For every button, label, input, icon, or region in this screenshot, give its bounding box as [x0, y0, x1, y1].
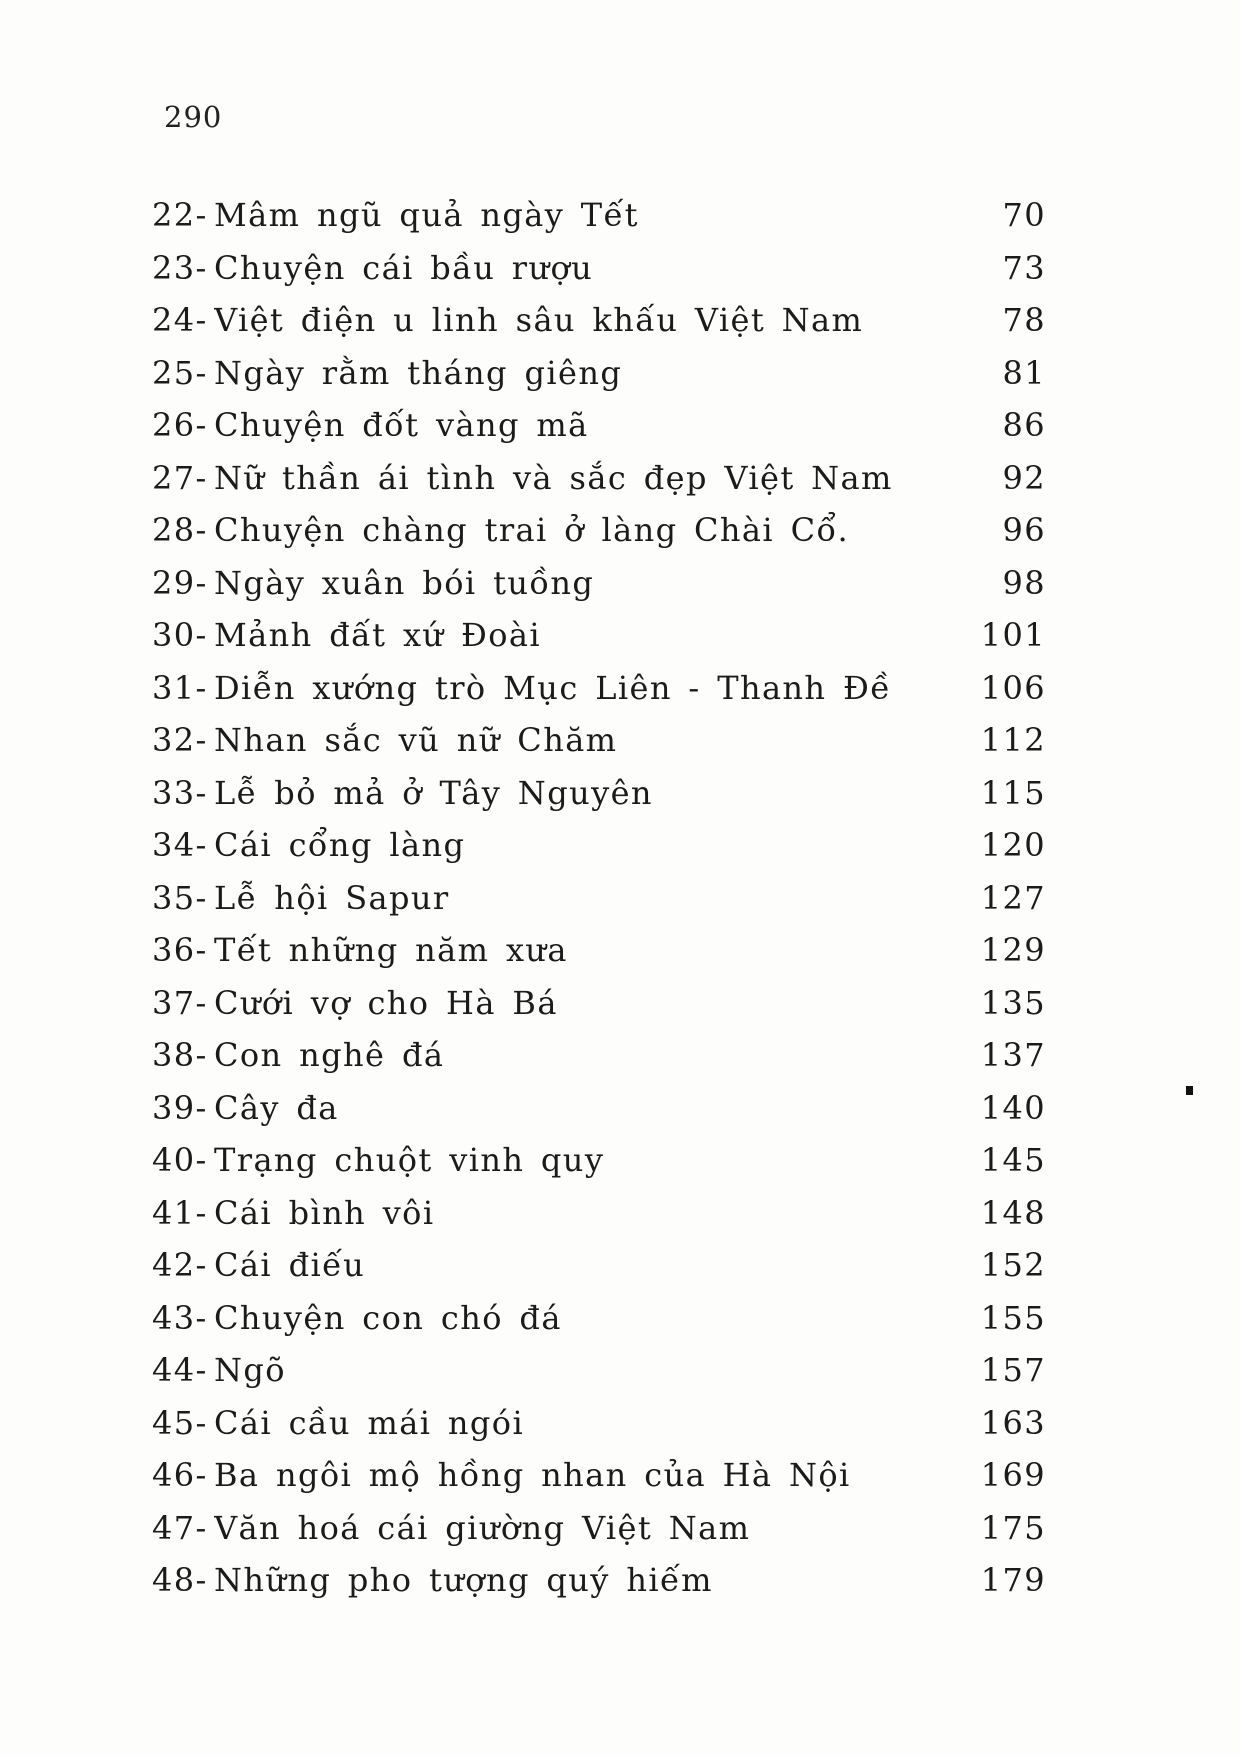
toc-entry-page: 169	[980, 1456, 1046, 1494]
toc-entry	[152, 1299, 1052, 1352]
toc-entry-title: Cái điếu	[214, 1246, 366, 1284]
toc-entry-title: Diễn xướng trò Mục Liên - Thanh Đề	[214, 668, 892, 707]
toc-entry	[152, 721, 1052, 774]
toc-entry-page: 175	[980, 1508, 1046, 1547]
toc-entry	[152, 354, 1052, 407]
toc-entry	[152, 301, 1052, 354]
toc-entry-number: 35-	[152, 878, 208, 917]
toc-entry	[152, 1141, 1052, 1194]
toc-entry-number: 31-	[152, 668, 208, 707]
toc-entry-title: Cưới vợ cho Hà Bá	[214, 983, 558, 1022]
toc-entry	[152, 1404, 1052, 1457]
toc-entry	[152, 1246, 1052, 1299]
toc-entry-number: 41-	[152, 1193, 208, 1232]
toc-entry-page: 73	[1002, 248, 1046, 287]
toc-entry	[152, 1561, 1052, 1614]
toc-entry-title: Ngày xuân bói tuồng	[214, 563, 595, 602]
toc-entry-title: Ngõ	[214, 1351, 286, 1389]
toc-entry	[152, 459, 1052, 512]
toc-entry-page: 120	[980, 826, 1046, 864]
toc-entry-title: Trạng chuột vinh quy	[214, 1141, 605, 1179]
toc-entry-number: 29-	[152, 563, 208, 602]
toc-entry-page: 101	[980, 616, 1046, 654]
toc-entry-title: Mảnh đất xứ Đoài	[214, 616, 541, 654]
toc-entry-title: Cái cầu mái ngói	[214, 1403, 525, 1442]
toc-entry	[152, 564, 1052, 617]
page-number: 290	[164, 100, 223, 134]
toc-entry-page: 135	[980, 983, 1046, 1022]
toc-entry-page: 152	[980, 1246, 1046, 1284]
toc-entry	[152, 774, 1052, 827]
toc-entry-number: 34-	[152, 826, 208, 864]
toc-entry-number: 39-	[152, 1088, 208, 1127]
toc-entry-number: 38-	[152, 1036, 208, 1074]
toc-entry-page: 106	[980, 668, 1046, 707]
toc-entry-page: 92	[1002, 458, 1046, 497]
toc-entry-number: 24-	[152, 301, 208, 339]
toc-entry	[152, 826, 1052, 879]
toc-entry-page: 148	[980, 1193, 1046, 1232]
toc-entry-page: 140	[980, 1088, 1046, 1127]
toc-entry	[152, 616, 1052, 669]
toc-entry-page: 157	[980, 1351, 1046, 1389]
toc-entry	[152, 1036, 1052, 1089]
toc-entry	[152, 1351, 1052, 1404]
toc-entry-number: 45-	[152, 1403, 208, 1442]
toc-entry-number: 28-	[152, 511, 208, 549]
toc-entry-title: Mâm ngũ quả ngày Tết	[214, 196, 639, 234]
toc-entry-page: 137	[980, 1036, 1046, 1074]
toc-entry	[152, 511, 1052, 564]
toc-entry	[152, 1509, 1052, 1562]
toc-entry-title: Chuyện con chó đá	[214, 1298, 562, 1337]
toc-entry-page: 145	[980, 1141, 1046, 1179]
toc-entry-number: 47-	[152, 1508, 208, 1547]
toc-entry-page: 163	[980, 1403, 1046, 1442]
toc-entry-title: Việt điện u linh sâu khấu Việt Nam	[214, 301, 864, 339]
toc-entry-number: 48-	[152, 1561, 208, 1599]
toc-entry-title: Tết những năm xưa	[214, 931, 568, 969]
toc-entry	[152, 196, 1052, 249]
toc-entry-page: 81	[1002, 353, 1046, 392]
toc-entry-number: 46-	[152, 1456, 208, 1494]
toc-entry-title: Những pho tượng quý hiếm	[214, 1561, 713, 1599]
toc-entry-number: 40-	[152, 1141, 208, 1179]
toc-entry-title: Lễ bỏ mả ở Tây Nguyên	[214, 773, 653, 812]
toc-entry-page: 78	[1002, 301, 1046, 339]
toc-entry-number: 22-	[152, 196, 208, 234]
table-of-contents	[152, 196, 1052, 1614]
toc-entry	[152, 984, 1052, 1037]
toc-entry-title: Ba ngôi mộ hồng nhan của Hà Nội	[214, 1456, 851, 1494]
scan-speck	[1186, 1086, 1193, 1095]
toc-entry-title: Văn hoá cái giường Việt Nam	[214, 1508, 751, 1547]
toc-entry	[152, 406, 1052, 459]
toc-entry-title: Nữ thần ái tình và sắc đẹp Việt Nam	[214, 458, 893, 497]
toc-entry-number: 26-	[152, 406, 208, 444]
toc-entry-number: 27-	[152, 458, 208, 497]
toc-entry-title: Cái bình vôi	[214, 1193, 435, 1232]
toc-entry-page: 179	[980, 1561, 1046, 1599]
toc-entry-number: 32-	[152, 721, 208, 759]
toc-entry-page: 127	[980, 878, 1046, 917]
toc-entry-number: 23-	[152, 248, 208, 287]
toc-entry-number: 43-	[152, 1298, 208, 1337]
toc-entry-title: Nhan sắc vũ nữ Chăm	[214, 721, 618, 759]
toc-entry	[152, 669, 1052, 722]
toc-entry-title: Ngày rằm tháng giêng	[214, 353, 623, 392]
toc-entry-number: 37-	[152, 983, 208, 1022]
toc-entry-number: 44-	[152, 1351, 208, 1389]
toc-entry-title: Lễ hội Sapur	[214, 878, 450, 917]
toc-entry	[152, 1456, 1052, 1509]
toc-entry	[152, 879, 1052, 932]
toc-entry-page: 86	[1002, 406, 1046, 444]
toc-entry-page: 155	[980, 1298, 1046, 1337]
toc-entry	[152, 249, 1052, 302]
toc-entry-number: 25-	[152, 353, 208, 392]
toc-entry	[152, 1089, 1052, 1142]
toc-entry-title: Chuyện chàng trai ở làng Chài Cổ.	[214, 511, 850, 549]
toc-entry-number: 33-	[152, 773, 208, 812]
toc-entry-number: 30-	[152, 616, 208, 654]
toc-entry-page: 96	[1002, 511, 1046, 549]
toc-entry	[152, 1194, 1052, 1247]
toc-entry-page: 98	[1002, 563, 1046, 602]
toc-entry-page: 129	[980, 931, 1046, 969]
toc-entry-title: Cây đa	[214, 1088, 339, 1127]
toc-entry-page: 70	[1002, 196, 1046, 234]
toc-entry-page: 112	[980, 721, 1046, 759]
toc-entry-number: 36-	[152, 931, 208, 969]
toc-entry	[152, 931, 1052, 984]
toc-entry-title: Chuyện đốt vàng mã	[214, 406, 589, 444]
toc-entry-number: 42-	[152, 1246, 208, 1284]
toc-entry-title: Cái cổng làng	[214, 826, 466, 864]
toc-entry-title: Con nghê đá	[214, 1036, 445, 1074]
toc-entry-page: 115	[980, 773, 1046, 812]
toc-entry-title: Chuyện cái bầu rượu	[214, 248, 594, 287]
